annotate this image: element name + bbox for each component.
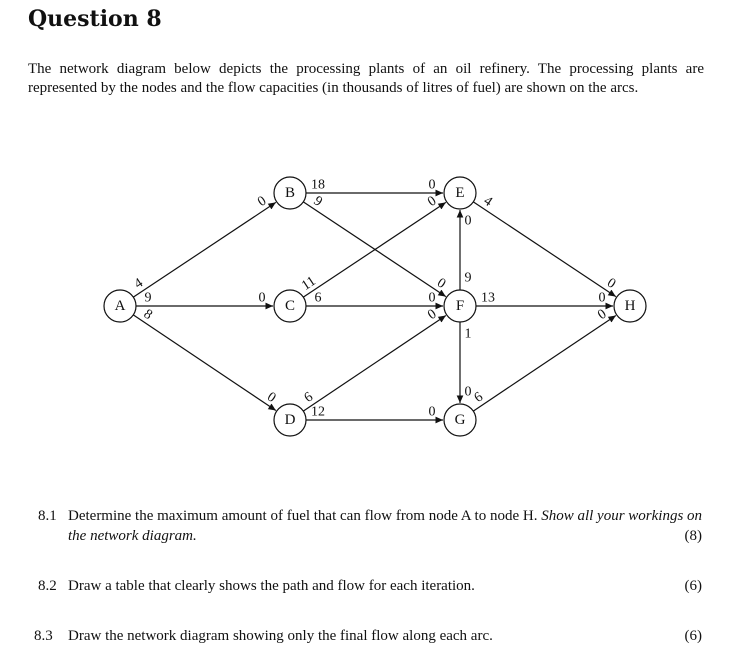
arc-reverse-label: 0 (425, 193, 440, 211)
arc-capacity-label: 9 (464, 270, 472, 286)
item-number: 8.3 (34, 628, 53, 644)
item-marks: (6) (684, 578, 702, 594)
arc-g-h (473, 315, 616, 411)
arc-reverse-label: 0 (434, 275, 449, 293)
node-label: A (114, 298, 126, 314)
node-c (274, 290, 306, 322)
arc-capacity-label: 6 (471, 389, 486, 406)
node-label: G (454, 412, 466, 428)
arc-capacity-label: 4 (131, 275, 146, 293)
arc-reverse-label: 0 (264, 389, 279, 406)
arc-reverse-label: 0 (425, 306, 440, 324)
arc-reverse-label: 0 (604, 275, 619, 293)
arc-a-b (133, 202, 276, 297)
arc-a-d (133, 315, 279, 411)
item-emphasis: Show all your workings on the network diagram. (68, 508, 703, 544)
node-a (104, 290, 136, 322)
node-label: D (284, 412, 296, 428)
node-f (444, 290, 476, 322)
intro-paragraph: The network diagram below depicts the processing plants of an oil refinery. The processing plants are represented by the nodes and the flow capacities (in thousands of litres of fuel) are shown on the arcs. (28, 61, 704, 96)
item-marks: (8) (684, 528, 702, 544)
node-h (614, 290, 646, 322)
arc-reverse-label: 0 (428, 404, 436, 420)
arc-reverse-label: 0 (464, 213, 472, 229)
item-number: 8.2 (38, 578, 57, 594)
arc-capacity-label: 8 (140, 306, 155, 324)
arc-reverse-label: 0 (255, 193, 270, 211)
arc-reverse-label: 0 (258, 290, 266, 306)
item-number: 8.1 (38, 508, 57, 524)
node-g (444, 404, 476, 436)
node-label: C (284, 298, 296, 314)
arc-reverse-label: 0 (464, 384, 472, 400)
arc-capacity-label: 9 (144, 290, 152, 306)
item-marks: (6) (684, 628, 702, 644)
arc-capacity-label: 4 (480, 193, 495, 211)
arc-reverse-label: 0 (598, 290, 606, 306)
arc-reverse-label: 0 (428, 290, 436, 306)
node-label: F (455, 298, 465, 314)
arc-capacity-label: 9 (310, 193, 325, 211)
arc-capacity-label: 1 (464, 326, 472, 342)
node-d (274, 404, 306, 436)
arc-reverse-label: 0 (595, 306, 610, 324)
arc-reverse-label: 0 (428, 177, 436, 193)
arc-capacity-label: 18 (311, 177, 325, 193)
node-label: B (284, 185, 296, 201)
node-e (444, 177, 476, 209)
arc-capacity-label: 12 (311, 404, 325, 420)
node-b (274, 177, 306, 209)
arc-capacity-label: 11 (299, 273, 319, 294)
arc-e-h (473, 202, 619, 297)
node-label: E (455, 185, 465, 201)
arc-capacity-label: 6 (301, 389, 316, 406)
item-text: Draw the network diagram showing only the final flow along each arc. (68, 628, 493, 644)
item-text: Determine the maximum amount of fuel that can flow from node A to node H. Show all your workings on the network diagram. (68, 508, 703, 544)
item-text: Draw a table that clearly shows the path and flow for each iteration. (68, 578, 475, 594)
arc-d-f (303, 315, 446, 411)
question-title: Question 8 (28, 6, 162, 32)
arc-capacity-label: 13 (481, 290, 495, 306)
node-label: H (624, 298, 636, 314)
arc-capacity-label: 6 (314, 290, 322, 306)
